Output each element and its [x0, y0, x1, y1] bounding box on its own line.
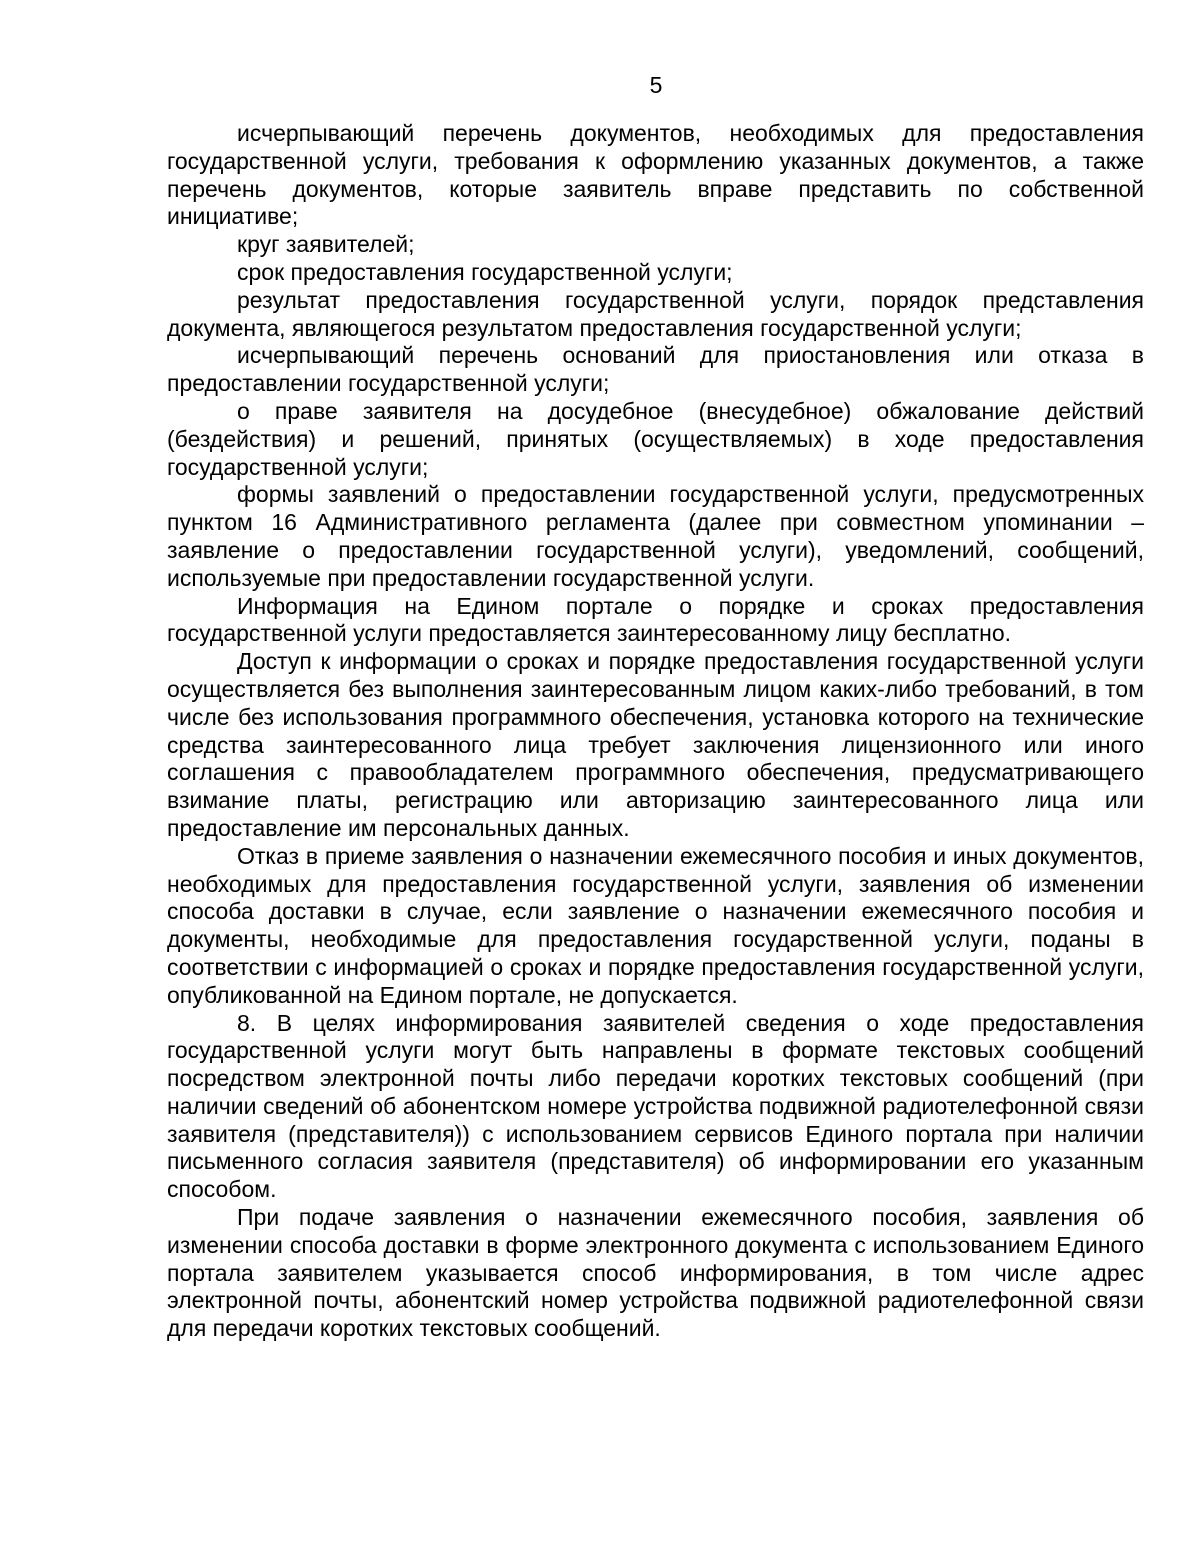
paragraph: Отказ в приеме заявления о назначении ежемесячного пособия и иных документов, необходимых для предоставления государственной услуги, заявления об изменении способа доставки в случае, если заявление о назначении ежемесячного пособия и документы, необходимые для предоставления государственной услуги, поданы в соответствии с информацией о сроках и порядке предоставления государственной услуги, опубликованной на Едином портале, не допускается. [167, 842, 1144, 1008]
paragraph: Информация на Едином портале о порядке и сроках предоставления государственной услуги предоставляется заинтересованному лицу бесплатно. [167, 592, 1144, 647]
paragraph: исчерпывающий перечень оснований для приостановления или отказа в предоставлении государственной услуги; [167, 342, 1144, 397]
paragraph: формы заявлений о предоставлении государственной услуги, предусмотренных пунктом 16 Административного регламента (далее при совместном упоминании – заявление о предоставлении государственной услуги), уведомлений, сообщений, используемые при предоставлении государственной услуги. [167, 481, 1144, 591]
page-number: 5 [649, 72, 663, 98]
paragraph: круг заявителей; [237, 231, 415, 258]
paragraph: исчерпывающий перечень документов, необходимых для предоставления государственной услуги, требования к оформлению указанных документов, а также перечень документов, которые заявитель вправе представить по собственной инициативе; [167, 120, 1144, 230]
paragraph: Доступ к информации о сроках и порядке предоставления государственной услуги осуществляется без выполнения заинтересованным лицом каких-либо требований, в том числе без использования программного обеспечения, установка которого на технические средства заинтересованного лица требует заключения лицензионного или иного соглашения с правообладателем программного обеспечения, предусматривающего взимание платы, регистрацию или авторизацию заинтересованного лица или предоставление им персональных данных. [167, 648, 1144, 841]
document-body [167, 120, 1144, 1343]
paragraph: срок предоставления государственной услуги; [237, 258, 733, 285]
paragraph: о праве заявителя на досудебное (внесудебное) обжалование действий (бездействия) и решений, принятых (осуществляемых) в ходе предоставления государственной услуги; [167, 397, 1144, 480]
paragraph: При подаче заявления о назначении ежемесячного пособия, заявления об изменении способа доставки в форме электронного документа с использованием Единого портала заявителем указывается способ информирования, в том числе адрес электронной почты, абонентский номер устройства подвижной радиотелефонной связи для передачи коротких текстовых сообщений. [167, 1204, 1144, 1342]
paragraph: 8. В целях информирования заявителей сведения о ходе предоставления государственной услуги могут быть направлены в формате текстовых сообщений посредством электронной почты либо передачи коротких текстовых сообщений (при наличии сведений об абонентском номере устройства подвижной радиотелефонной связи заявителя (представителя)) с использованием сервисов Единого портала при наличии письменного согласия заявителя (представителя) об информировании его указанным способом. [167, 1009, 1144, 1203]
paragraph: результат предоставления государственной услуги, порядок представления документа, являющегося результатом предоставления государственной услуги; [167, 286, 1144, 341]
